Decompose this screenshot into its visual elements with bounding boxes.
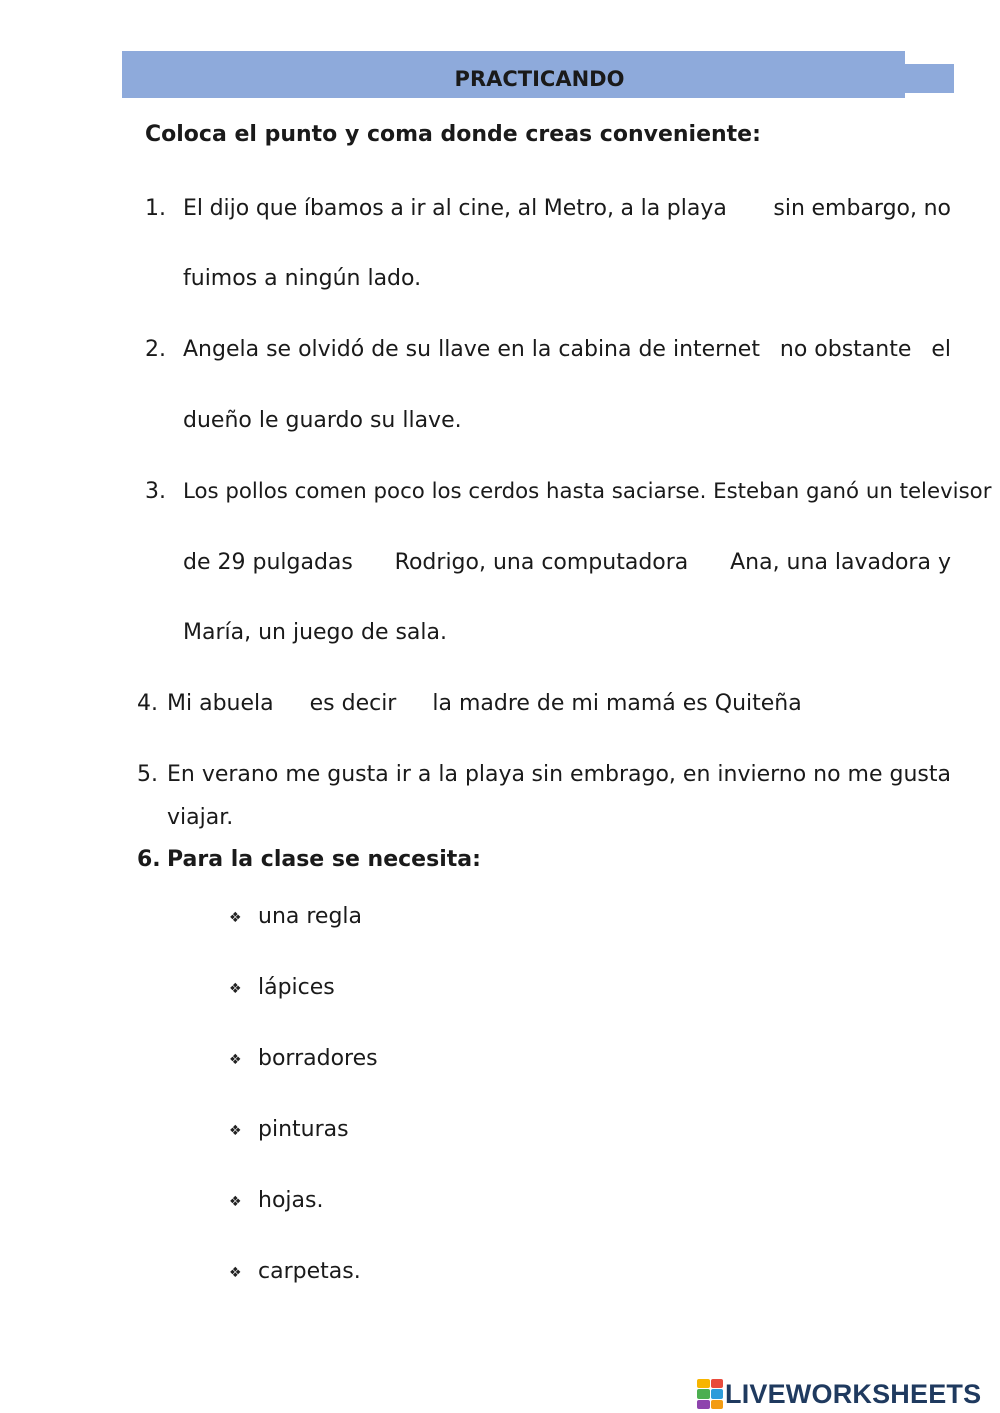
item-1-line-1: El dijo que íbamos a ir al cine, al Metro, a la playa sin embargo, no bbox=[183, 196, 951, 221]
item-3-line-1: Los pollos comen poco los cerdos hasta saciarse. Esteban ganó un televisor bbox=[183, 479, 992, 504]
diamond-star-bullet-icon: ❖ bbox=[229, 1265, 242, 1281]
diamond-star-bullet-icon: ❖ bbox=[229, 1123, 242, 1139]
page-title: PRACTICANDO bbox=[454, 67, 625, 91]
item-6-heading: Para la clase se necesita: bbox=[167, 847, 481, 872]
item-number-2: 2. bbox=[145, 337, 166, 362]
diamond-star-bullet-icon: ❖ bbox=[229, 981, 242, 997]
list-item: borradores bbox=[258, 1046, 378, 1071]
item-2-line-2: dueño le guardo su llave. bbox=[183, 408, 462, 433]
instruction-text: Coloca el punto y coma donde creas conveniente: bbox=[145, 122, 761, 147]
diamond-star-bullet-icon: ❖ bbox=[229, 910, 242, 926]
diamond-star-bullet-icon: ❖ bbox=[229, 1194, 242, 1210]
item-number-6: 6. bbox=[137, 847, 161, 872]
liveworksheets-logo[interactable] bbox=[697, 1376, 981, 1412]
item-3-line-3: María, un juego de sala. bbox=[183, 620, 447, 645]
item-number-1: 1. bbox=[145, 196, 166, 221]
item-number-5: 5. bbox=[137, 762, 158, 787]
liveworksheets-logo-icon bbox=[697, 1379, 723, 1409]
item-5-line-2: viajar. bbox=[167, 805, 234, 830]
item-number-3: 3. bbox=[145, 479, 166, 504]
item-4-line-1: Mi abuela es decir la madre de mi mamá es Quiteña bbox=[167, 691, 802, 716]
item-2-line-1: Angela se olvidó de su llave en la cabina de internet no obstante el bbox=[183, 337, 951, 362]
list-item: pinturas bbox=[258, 1117, 349, 1142]
item-3-line-2: de 29 pulgadas Rodrigo, una computadora Ana, una lavadora y bbox=[183, 550, 951, 575]
list-item: carpetas. bbox=[258, 1259, 361, 1284]
list-item: una regla bbox=[258, 904, 363, 929]
item-5-line-1: En verano me gusta ir a la playa sin embrago, en invierno no me gusta bbox=[167, 762, 951, 787]
list-item: lápices bbox=[258, 975, 335, 1000]
diamond-star-bullet-icon: ❖ bbox=[229, 1052, 242, 1068]
list-item: hojas. bbox=[258, 1188, 324, 1213]
item-1-line-2: fuimos a ningún lado. bbox=[183, 266, 422, 291]
item-number-4: 4. bbox=[137, 691, 158, 716]
logo-text: LIVEWORKSHEETS bbox=[725, 1378, 982, 1409]
